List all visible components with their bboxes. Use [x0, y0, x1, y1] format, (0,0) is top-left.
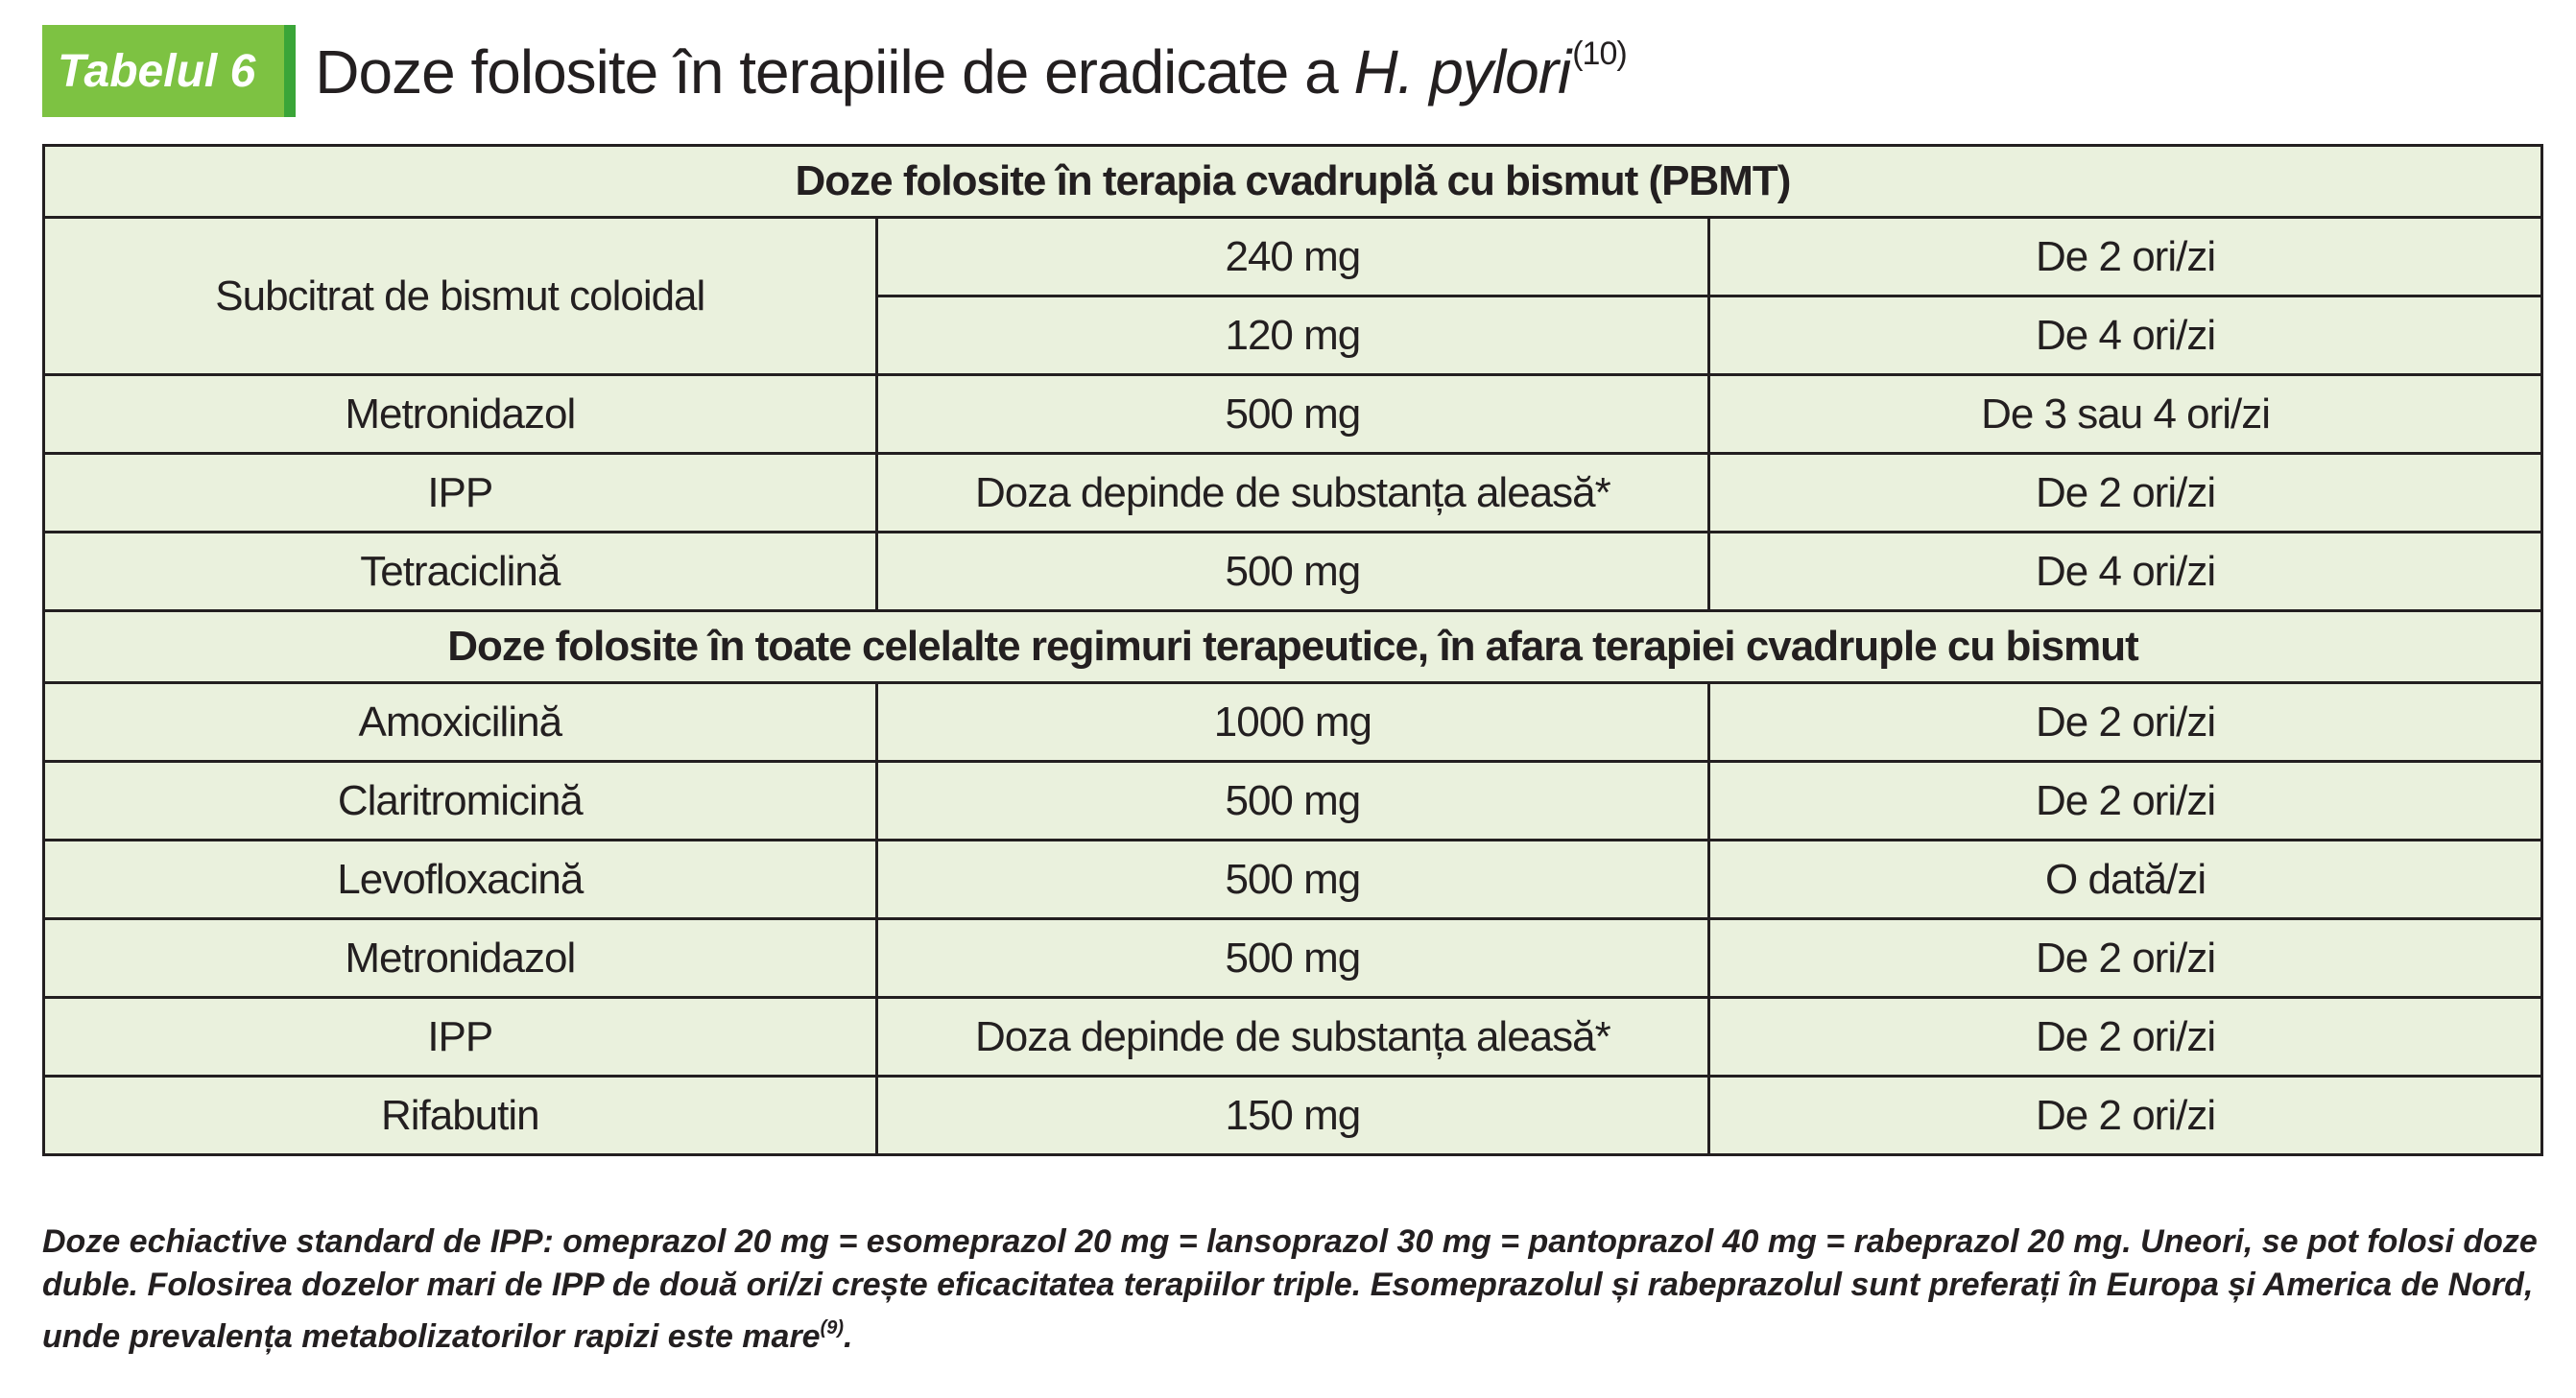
section1-title: Doze folosite în terapia cvadruplă cu bismut (PBMT) [44, 146, 2542, 218]
section-header-row [44, 146, 2542, 218]
frequency-cell: De 2 ori/zi [1709, 762, 2542, 841]
footnote-text: Doze echiactive standard de IPP: omeprazol 20 mg = esomeprazol 20 mg = lansoprazol 30 mg = pantoprazol 40 mg = rabeprazol 20 mg. Uneori, se pot folosi doze duble. Folosirea dozelor mari de IPP de două ori/zi crește eficacitatea terapiilor triple. Esomeprazolul și rabeprazolul sunt preferați în Europa și America de Nord, unde prevalența metabolizatorilor rapizi este mare [42, 1223, 2538, 1355]
section2-title: Doze folosite în toate celelalte regimuri terapeutice, în afara terapiei cvadruple cu bismut [44, 611, 2542, 683]
dose-cell: 500 mg [876, 375, 1709, 454]
drug-name-cell: Tetraciclină [44, 533, 877, 611]
drug-name-cell: Metronidazol [44, 375, 877, 454]
dose-cell: 500 mg [876, 533, 1709, 611]
drug-name-cell: Rifabutin [44, 1077, 877, 1155]
dose-cell: Doza depinde de substanța aleasă* [876, 454, 1709, 533]
section-header-row [44, 611, 2542, 683]
dose-cell: 120 mg [876, 296, 1709, 375]
table-row [44, 919, 2542, 998]
frequency-cell: De 3 sau 4 ori/zi [1709, 375, 2542, 454]
table-row [44, 375, 2542, 454]
dose-cell: Doza depinde de substanța aleasă* [876, 998, 1709, 1077]
table-row [44, 1077, 2542, 1155]
table-row [44, 533, 2542, 611]
frequency-cell: De 4 ori/zi [1709, 533, 2542, 611]
dose-cell: 1000 mg [876, 683, 1709, 762]
frequency-cell: O dată/zi [1709, 841, 2542, 919]
dose-cell: 150 mg [876, 1077, 1709, 1155]
drug-name-cell: Levofloxacină [44, 841, 877, 919]
footnote-reference: (9) [820, 1317, 845, 1339]
frequency-cell: De 2 ori/zi [1709, 218, 2542, 296]
dose-cell: 500 mg [876, 762, 1709, 841]
title-main-text: Doze folosite în terapiile de eradicate a [315, 36, 1354, 107]
drug-name-cell: Claritromicină [44, 762, 877, 841]
frequency-cell: De 2 ori/zi [1709, 683, 2542, 762]
frequency-cell: De 2 ori/zi [1709, 1077, 2542, 1155]
frequency-cell: De 2 ori/zi [1709, 454, 2542, 533]
table-footnote [42, 1220, 2538, 1359]
table-number-tag: Tabelul 6 [42, 25, 296, 117]
drug-name-cell: Metronidazol [44, 919, 877, 998]
table-row [44, 218, 2542, 296]
dose-cell: 500 mg [876, 841, 1709, 919]
drug-name-cell: IPP [44, 454, 877, 533]
frequency-cell: De 2 ori/zi [1709, 919, 2542, 998]
table-row [44, 762, 2542, 841]
drug-name-cell: Subcitrat de bismut coloidal [44, 218, 877, 375]
table-row [44, 683, 2542, 762]
table-row [44, 454, 2542, 533]
table-row [44, 998, 2542, 1077]
dose-cell: 500 mg [876, 919, 1709, 998]
table-caption [42, 25, 1627, 117]
frequency-cell: De 2 ori/zi [1709, 998, 2542, 1077]
drug-name-cell: IPP [44, 998, 877, 1077]
footnote-end: . [844, 1318, 853, 1355]
drug-name-cell: Amoxicilină [44, 683, 877, 762]
dose-cell: 240 mg [876, 218, 1709, 296]
table-title [315, 36, 1626, 107]
frequency-cell: De 4 ori/zi [1709, 296, 2542, 375]
title-italic-text: H. pylori [1353, 36, 1571, 107]
title-reference: (10) [1572, 35, 1627, 72]
doses-table [42, 144, 2543, 1156]
table-row [44, 841, 2542, 919]
